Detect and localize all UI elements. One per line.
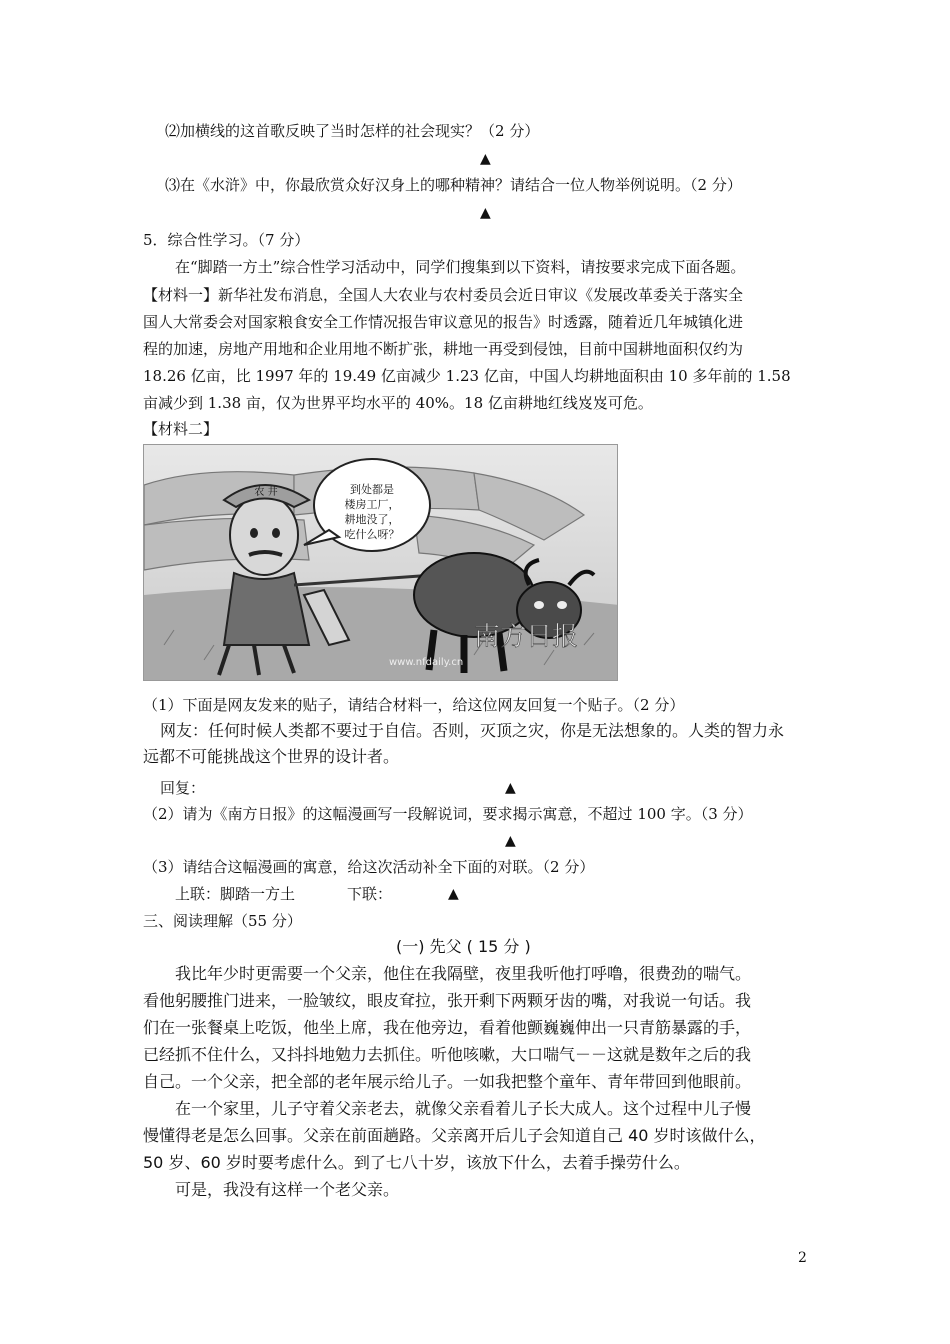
q5-sub1: （1）下面是网友发来的贴子，请结合材料一，给这位网友回复一个贴子。（2 分） — [143, 696, 685, 714]
cartoon-drawing — [144, 445, 618, 681]
q5-intro: 在“脚踏一方土”综合性学习活动中，同学们搜集到以下资料，请按要求完成下面各题。 — [175, 258, 746, 276]
reply-label: 回复： — [160, 779, 206, 797]
material1-line: 亩减少到 1.38 亩，仅为世界平均水平的 40%。18 亿亩耕地红线岌岌可危。 — [143, 394, 653, 412]
answer-mark: ▲ — [448, 886, 459, 902]
passage-line: 们在一张餐桌上吃饭，他坐上席，我在他旁边，看着他颤巍巍伸出一只青筋暴露的手， — [143, 1018, 752, 1037]
bubble-line: 到处都是 — [350, 483, 394, 496]
answer-mark: ▲ — [505, 780, 516, 796]
page-number: 2 — [798, 1250, 807, 1266]
netizen-line: 网友：任何时候人类都不要过于自信。否则，灭顶之灾，你是无法想象的。人类的智力永 — [160, 721, 785, 740]
cartoon-image — [143, 444, 618, 681]
material1-line: 18.26 亿亩，比 1997 年的 19.49 亿亩减少 1.23 亿亩，中国人均耕地面积由 10 多年前的 1.58 — [143, 367, 791, 385]
passage-line: 50 岁、60 岁时要考虑什么。到了七八十岁，该放下什么，去着手操劳什么。 — [143, 1153, 690, 1172]
passage-title: (一) 先父 ( 15 分 ) — [396, 937, 531, 956]
material1-line: 程的加速，房地产用地和企业用地不断扩张，耕地一再受到侵蚀，目前中国耕地面积仅约为 — [143, 340, 744, 358]
passage-line: 自己。一个父亲，把全部的老年展示给儿子。一如我把整个童年、青年带回到他眼前。 — [143, 1072, 752, 1091]
q5-sub2: （2）请为《南方日报》的这幅漫画写一段解说词，要求揭示寓意，不超过 100 字。（3 分） — [143, 805, 753, 823]
netizen-line: 远都不可能挑战这个世界的设计者。 — [143, 747, 400, 766]
passage-line: 慢懂得老是怎么回事。父亲在前面趟路。父亲离开后儿子会知道自己 40 岁时该做什么， — [143, 1126, 766, 1145]
passage-line: 我比年少时更需要一个父亲，他住在我隔壁，夜里我听他打呼噜，很费劲的喘气。 — [175, 964, 752, 983]
passage-line: 可是，我没有这样一个老父亲。 — [175, 1180, 400, 1199]
q5-sub3: （3）请结合这幅漫画的寓意，给这次活动补全下面的对联。（2 分） — [143, 858, 595, 876]
answer-mark: ▲ — [505, 833, 516, 849]
passage-line: 已经抓不住什么，又抖抖地勉力去抓住。听他咳嗽，大口喘气－－这就是数年之后的我 — [143, 1045, 752, 1064]
passage-line: 在一个家里，儿子守着父亲老去，就像父亲看着儿子长大成人。这个过程中儿子慢 — [175, 1099, 752, 1118]
couplet-lower: 下联： — [347, 885, 393, 903]
material2-label: 【材料二】 — [143, 420, 219, 438]
answer-mark: ▲ — [480, 151, 491, 167]
bubble-line: 吃什么呀？ — [344, 528, 400, 541]
watermark-url: www.nfdaily.cn — [389, 657, 464, 668]
watermark-logo: 南方日报 — [474, 622, 579, 652]
answer-mark: ▲ — [480, 205, 491, 221]
material1-line: 【材料一】新华社发布消息，全国人大农业与农村委员会近日审议《发展改革委关于落实全 — [143, 286, 744, 304]
section3-title: 三、阅读理解（55 分） — [143, 912, 302, 930]
hat-text: 农 井 — [254, 487, 278, 498]
q4-sub2: ⑵加横线的这首歌反映了当时怎样的社会现实？（2 分） — [165, 122, 540, 140]
material1-line: 国人大常委会对国家粮食安全工作情况报告审议意见的报告》时透露，随着近几年城镇化进 — [143, 313, 744, 331]
passage-line: 看他躬腰推门进来，一脸皱纹，眼皮耷拉，张开剩下两颗牙齿的嘴，对我说一句话。我 — [143, 991, 752, 1010]
q4-sub3: ⑶在《水浒》中，你最欣赏众好汉身上的哪种精神？请结合一位人物举例说明。（2 分） — [165, 176, 742, 194]
bubble-line: 楼房工厂， — [344, 498, 400, 511]
bubble-line: 耕地没了， — [344, 513, 400, 526]
q5-title: 5．综合性学习。（7 分） — [143, 231, 310, 249]
couplet-upper: 上联：脚踏一方土 — [175, 885, 296, 903]
